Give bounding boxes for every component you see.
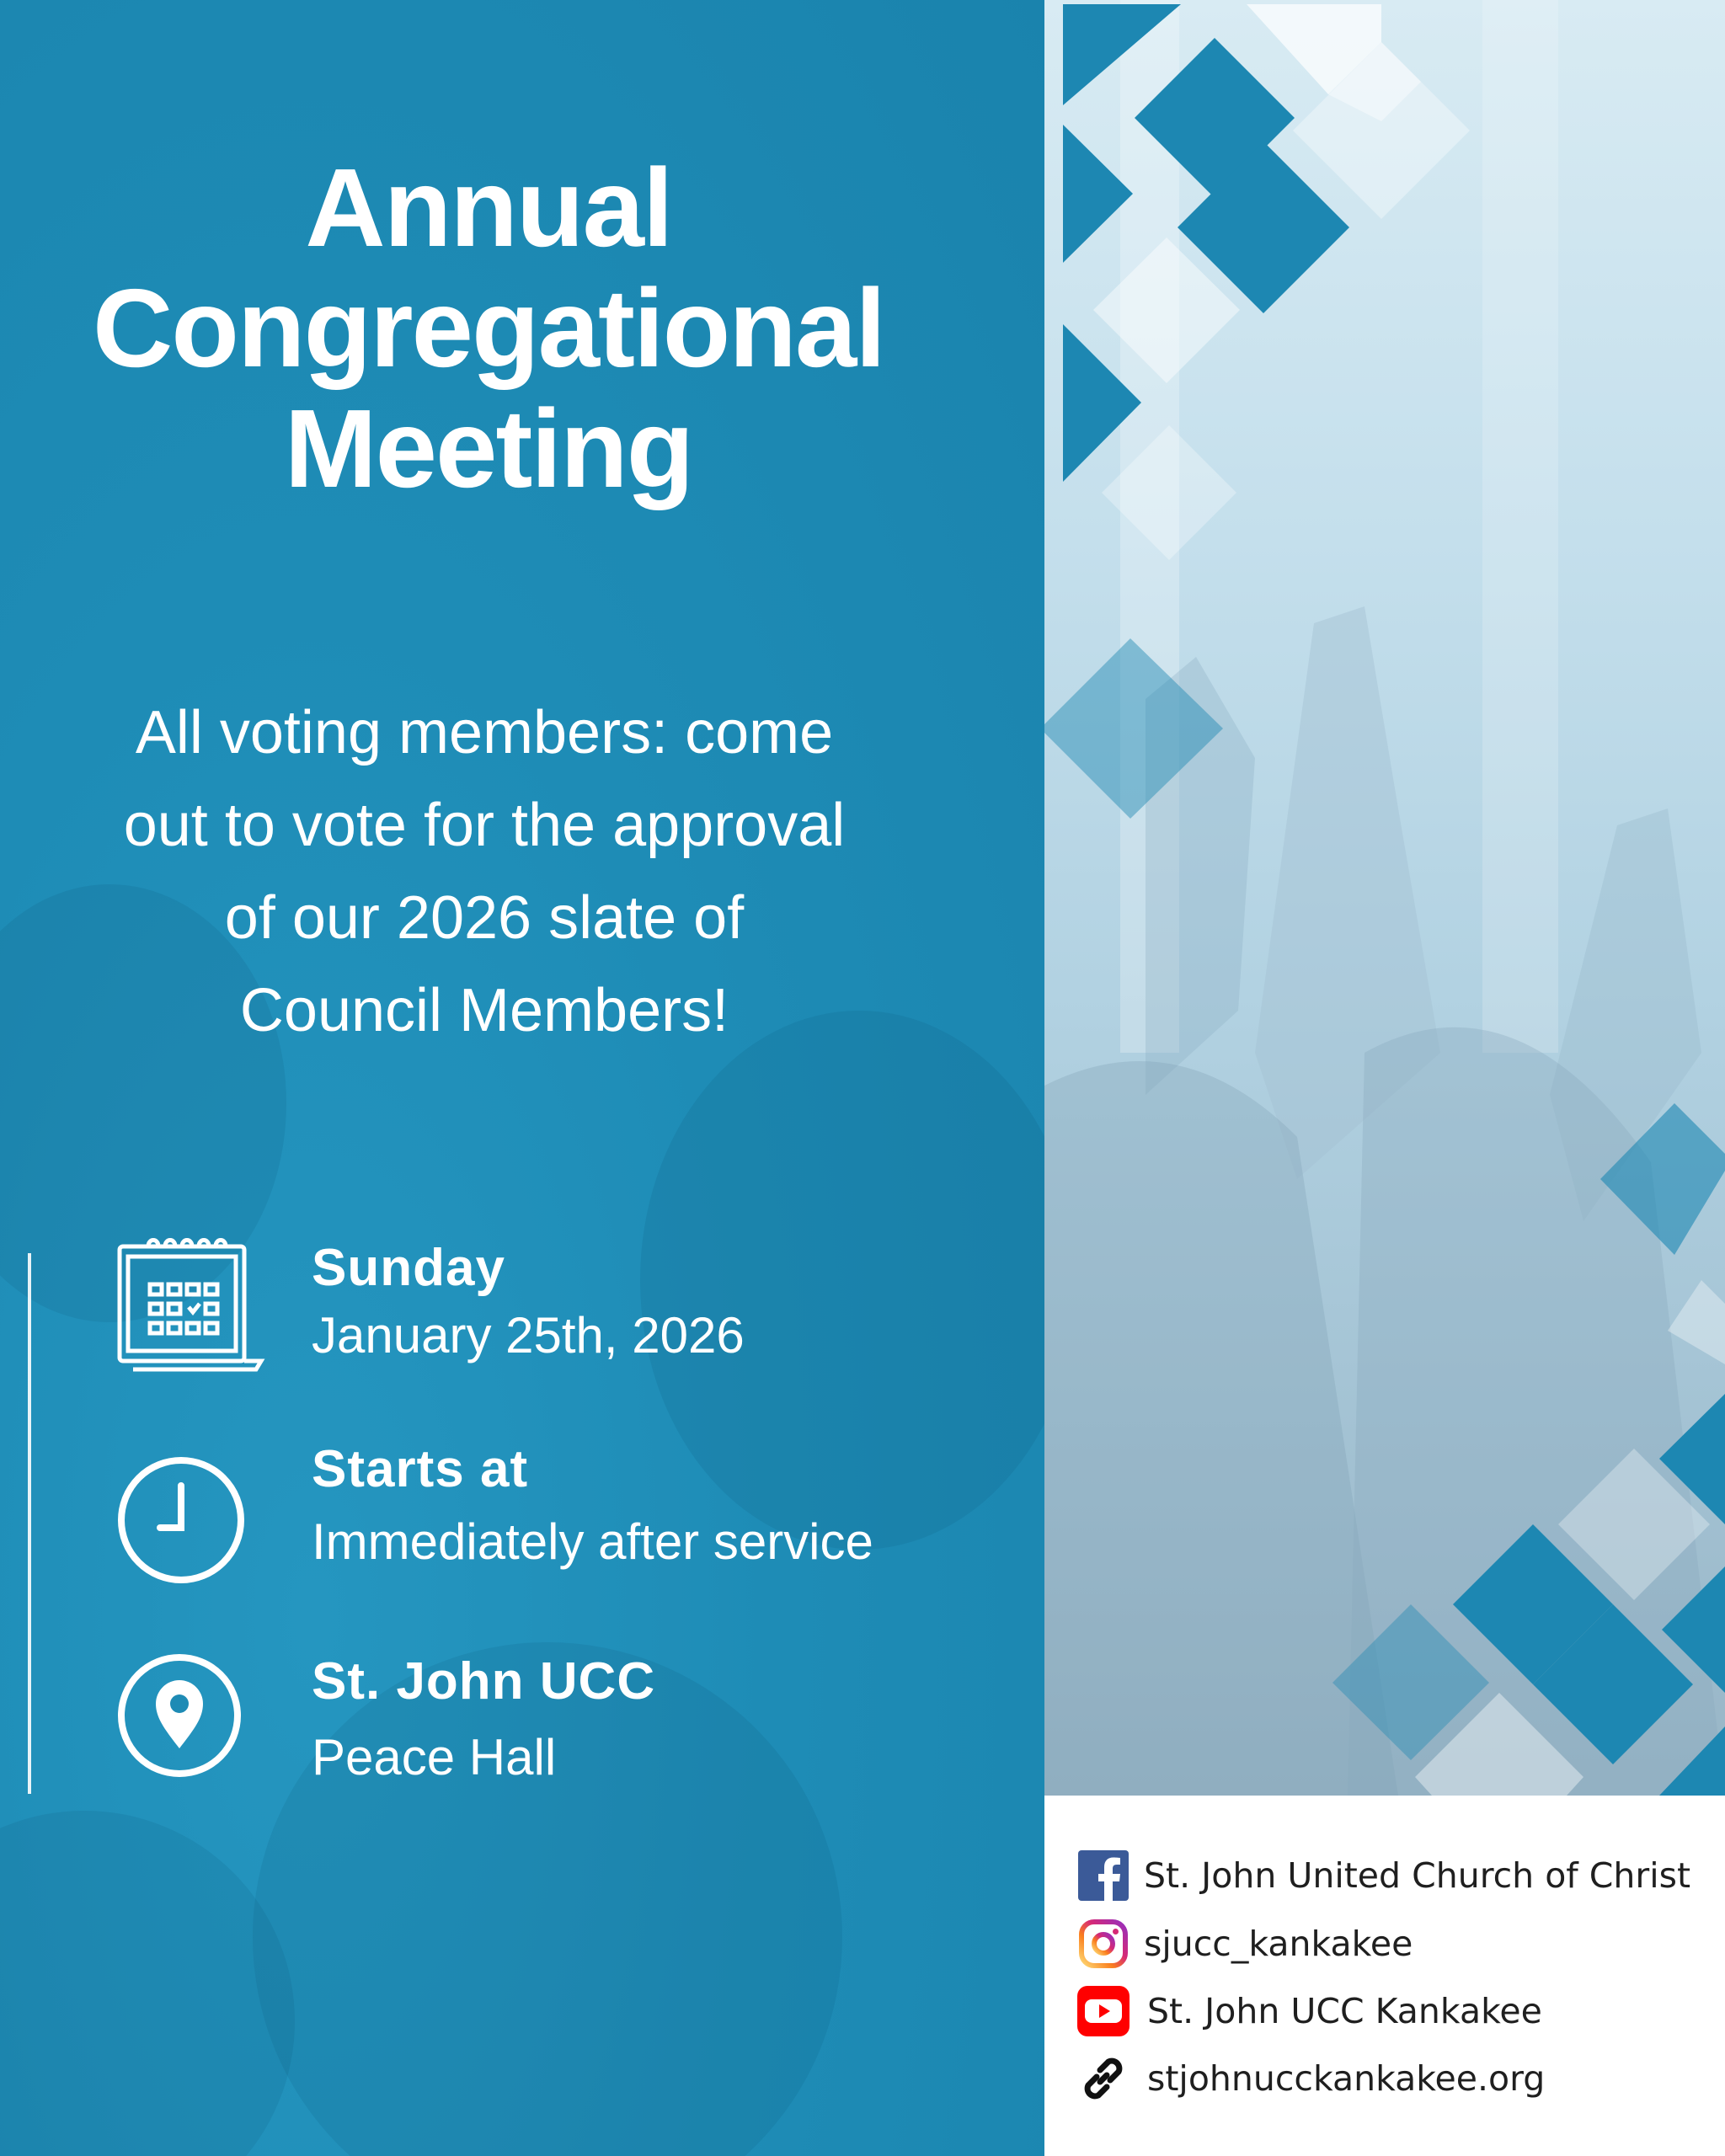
description-line: out to vote for the approval — [123, 792, 846, 859]
social-links-panel — [1044, 1796, 1725, 2156]
time-label: Starts at — [312, 1440, 529, 1498]
photo-panel — [1044, 0, 1725, 1796]
description-line: All voting members: come — [135, 699, 834, 766]
facebook-icon — [1076, 1849, 1130, 1903]
location-name: St. John UCC — [312, 1652, 656, 1710]
instagram-handle: sjucc_kankakee — [1144, 1924, 1413, 1964]
date-value: January 25th, 2026 — [312, 1307, 745, 1364]
youtube-channel-name: St. John UCC Kankakee — [1147, 1991, 1542, 2031]
title-line: Annual — [305, 146, 672, 270]
date-block — [312, 1235, 745, 1369]
location-block — [312, 1648, 655, 1791]
diamond-tile — [1668, 1280, 1725, 1364]
instagram-icon — [1076, 1917, 1130, 1971]
facebook-link[interactable] — [1076, 1849, 1690, 1903]
title-line: Congregational — [92, 266, 885, 390]
description-line: of our 2026 slate of — [224, 884, 745, 952]
page-title — [34, 147, 943, 509]
location-pin-icon — [116, 1652, 243, 1783]
description-line: Council Members! — [239, 977, 729, 1044]
event-description — [51, 686, 918, 1057]
time-block — [312, 1436, 873, 1576]
youtube-link[interactable] — [1076, 1984, 1542, 2038]
instagram-link[interactable] — [1076, 1917, 1413, 1971]
link-icon — [1076, 2052, 1130, 2105]
title-line: Meeting — [284, 387, 693, 510]
window-column — [1482, 0, 1558, 1053]
location-room: Peace Hall — [312, 1729, 557, 1785]
decorative-photo-illustration — [1044, 0, 1725, 1796]
calendar-icon — [116, 1238, 268, 1377]
website-url: stjohnucckankakee.org — [1147, 2058, 1546, 2099]
website-link[interactable] — [1076, 2052, 1545, 2105]
facebook-page-name: St. John United Church of Christ — [1144, 1855, 1691, 1896]
details-divider — [28, 1253, 31, 1794]
time-value: Immediately after service — [312, 1513, 873, 1570]
date-day: Sunday — [312, 1239, 505, 1297]
background-crowd-shape — [0, 1811, 295, 2156]
clock-icon — [116, 1455, 246, 1589]
youtube-icon — [1076, 1984, 1130, 2038]
